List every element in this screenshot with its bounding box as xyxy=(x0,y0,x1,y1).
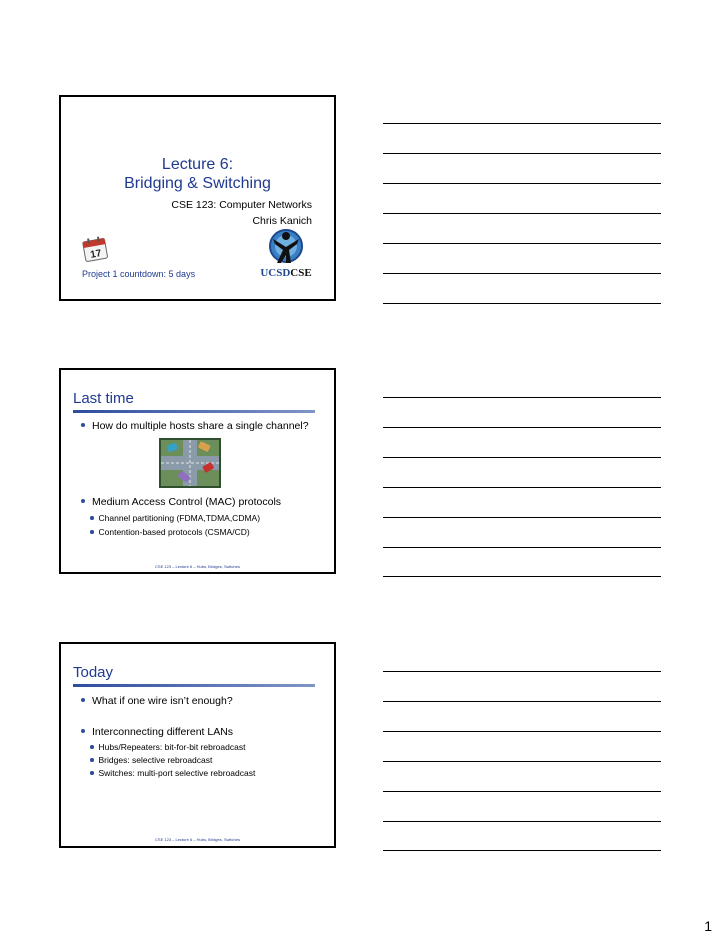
calendar-day: 17 xyxy=(89,248,103,261)
bullet-item: Medium Access Control (MAC) protocols xyxy=(81,496,281,509)
sub-bullet-dot-icon xyxy=(90,516,94,520)
sub-bullet-item: Bridges: selective rebroadcast xyxy=(90,755,212,766)
sub-bullet-dot-icon xyxy=(90,771,94,775)
slide-footer: CSE 123 – Lecture 6 – Hubs, Bridges, Switches xyxy=(155,564,240,569)
project-countdown: Project 1 countdown: 5 days xyxy=(82,269,196,279)
bullet-dot-icon xyxy=(81,729,85,733)
page-number: 1 xyxy=(704,918,712,934)
course-name: CSE 123: Computer Networks xyxy=(171,199,312,211)
sub-bullet-item: Contention-based protocols (CSMA/CD) xyxy=(90,527,250,538)
slide-title: Last time xyxy=(73,390,134,407)
instructor-name: Chris Kanich xyxy=(252,215,312,227)
bullet-dot-icon xyxy=(81,698,85,702)
title-underline xyxy=(73,684,315,687)
bullet-dot-icon xyxy=(81,423,85,427)
intersection-traffic-icon xyxy=(159,438,221,488)
logo-figure-icon xyxy=(251,225,321,267)
slide-title-line-2: Bridging & Switching xyxy=(124,175,271,192)
ucsd-cse-logo xyxy=(251,225,321,281)
sub-bullet-item: Channel partitioning (FDMA,TDMA,CDMA) xyxy=(90,513,260,524)
bullet-dot-icon xyxy=(81,499,85,503)
sub-bullet-item: Hubs/Repeaters: bit-for-bit rebroadcast xyxy=(90,742,245,753)
title-underline xyxy=(73,410,315,413)
slide-thumbnail-3 xyxy=(59,642,336,848)
logo-wordmark: UCSDCSE xyxy=(260,267,312,279)
sub-bullet-item: Switches: multi-port selective rebroadcast xyxy=(90,768,255,779)
bullet-item: Interconnecting different LANs xyxy=(81,726,233,739)
sub-bullet-dot-icon xyxy=(90,758,94,762)
slide-thumbnail-1 xyxy=(59,95,336,301)
sub-bullet-dot-icon xyxy=(90,745,94,749)
slide-title-line-1: Lecture 6: xyxy=(161,156,234,173)
slide-thumbnail-2 xyxy=(59,368,336,574)
bullet-item: How do multiple hosts share a single channel? xyxy=(81,420,309,433)
bullet-item: What if one wire isn’t enough? xyxy=(81,695,233,708)
calendar-icon xyxy=(81,235,109,263)
slide-footer: CSE 123 – Lecture 6 – Hubs, Bridges, Switches xyxy=(155,837,240,842)
slide-title: Today xyxy=(73,664,114,681)
sub-bullet-dot-icon xyxy=(90,530,94,534)
